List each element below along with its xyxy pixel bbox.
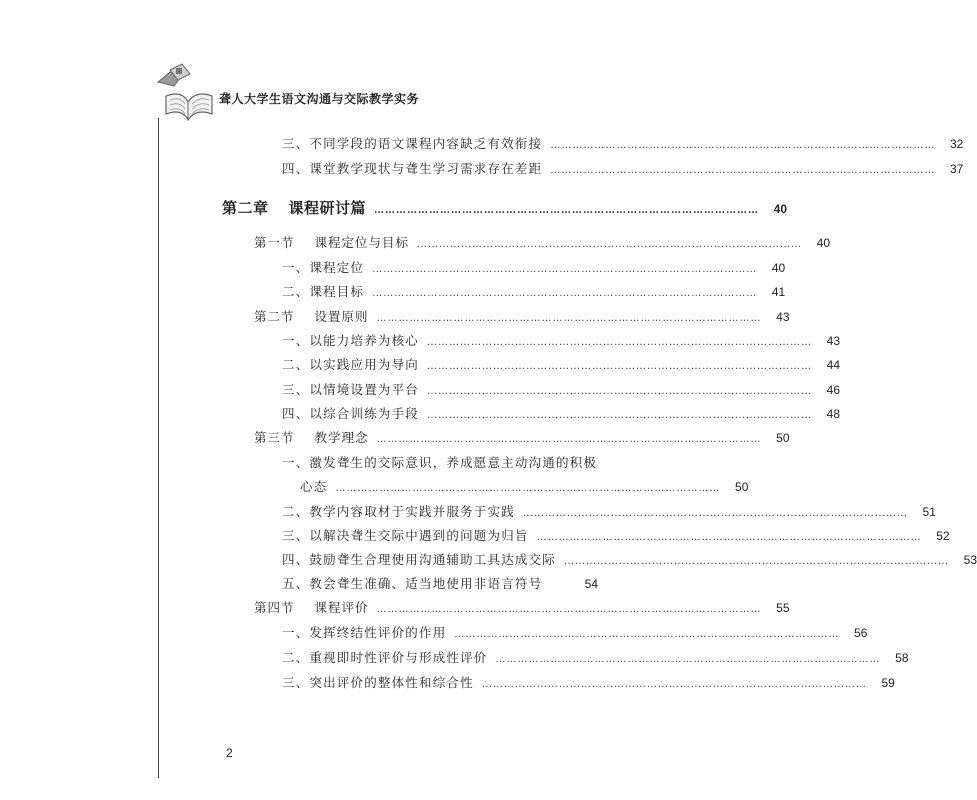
leader-dots: …………………………………………………………………………………………… — [335, 483, 721, 494]
toc-item[interactable] — [282, 574, 598, 594]
toc-item-title: 五、教会聋生准确、适当地使用非语言符号 — [282, 576, 543, 591]
toc-item-title: 三、突出评价的整体性和综合性 — [282, 675, 474, 690]
toc-item[interactable] — [282, 159, 964, 179]
toc-section[interactable] — [254, 428, 790, 448]
chapter-title: 课程研讨篇 — [288, 199, 367, 217]
toc-item-title: 心态 — [300, 479, 328, 494]
toc-item-title: 二、以实践应用为导向 — [282, 357, 420, 372]
page-number: 2 — [226, 746, 233, 760]
toc-item[interactable] — [282, 502, 936, 522]
toc-item[interactable] — [282, 404, 841, 424]
section-page: 40 — [816, 236, 831, 250]
toc-item-title: 三、不同学段的语文课程内容缺乏有效衔接 — [282, 136, 543, 151]
toc-item-title: 一、发挥终结性评价的作用 — [282, 625, 447, 640]
toc-item-title: 三、以情境设置为平台 — [282, 382, 420, 397]
toc-item-page: 52 — [936, 529, 950, 543]
toc-item-title: 四、以综合训练为手段 — [282, 406, 420, 421]
toc-item-page: 41 — [771, 285, 786, 299]
leader-dots: …………………………………………………………………………………………… — [427, 410, 813, 421]
toc-item-page: 43 — [826, 334, 841, 348]
toc-item-title: 一、以能力培养为核心 — [282, 333, 420, 348]
toc-item-page: 44 — [826, 358, 841, 372]
leader-dots: …………………………………………………………………………………………… — [372, 264, 758, 275]
leader-dots: …………………………………………………………………………………………… — [427, 337, 813, 348]
leader-dots: …………………………………………………………………………………………… — [495, 654, 881, 665]
running-header-title: 聋人大学生语文沟通与交际教学实务 — [219, 92, 420, 106]
toc-item[interactable] — [282, 550, 977, 570]
section-page: 50 — [776, 431, 790, 445]
leader-dots: …………………………………………………………………………………………… — [417, 239, 803, 250]
leader-dots: …………………………………………………………………………………………… — [376, 434, 762, 445]
leader-dots: …………………………………………………………………………………………… — [374, 205, 760, 216]
toc-item-page: 54 — [584, 577, 598, 591]
section-title: 课程评价 — [314, 600, 369, 615]
toc-item[interactable] — [282, 355, 841, 375]
leader-dots: …………………………………………………………………………………………… — [427, 361, 813, 372]
section-label: 第三节 — [254, 430, 295, 445]
toc-item[interactable] — [282, 258, 786, 278]
toc-item-page: 50 — [735, 480, 749, 494]
toc-item-page: 48 — [826, 407, 841, 421]
toc-item[interactable] — [282, 623, 868, 643]
leader-dots: …………………………………………………………………………………………… — [454, 629, 840, 640]
toc-item-title: 一、激发聋生的交际意识，养成愿意主动沟通的积极 — [282, 455, 598, 470]
toc-item-page: 51 — [922, 505, 936, 519]
section-title: 设置原则 — [314, 309, 369, 324]
section-label: 第一节 — [254, 235, 295, 250]
leader-dots: …………………………………………………………………………………………… — [372, 288, 758, 299]
toc-item[interactable] — [282, 134, 964, 154]
toc-section[interactable] — [254, 598, 790, 618]
toc-item[interactable] — [282, 380, 841, 400]
toc-item-title: 一、课程定位 — [282, 260, 365, 275]
margin-rule — [158, 118, 159, 778]
toc-item-line2[interactable] — [300, 477, 749, 497]
toc-item-title: 四、鼓励聋生合理使用沟通辅助工具达成交际 — [282, 552, 557, 567]
toc-item-title: 二、课程目标 — [282, 284, 365, 299]
section-title: 教学理念 — [314, 430, 369, 445]
leader-dots: …………………………………………………………………………………………… — [376, 313, 762, 324]
toc-item-page: 56 — [854, 626, 868, 640]
toc-item[interactable] — [282, 648, 909, 668]
toc-item[interactable] — [282, 673, 895, 693]
toc-item-title: 三、以解决聋生交际中遇到的问题为归旨 — [282, 528, 529, 543]
leader-dots: …………………………………………………………………………………………… — [536, 532, 922, 543]
section-title: 课程定位与目标 — [314, 235, 410, 250]
toc-item-page: 37 — [949, 162, 964, 176]
toc-item[interactable] — [282, 526, 950, 546]
section-label: 第四节 — [254, 600, 295, 615]
leader-dots: …………………………………………………………………………………………… — [376, 604, 762, 615]
toc-item-page: 53 — [963, 553, 977, 567]
toc-item-title: 二、重视即时性评价与形成性评价 — [282, 650, 488, 665]
toc-item-page: 58 — [895, 651, 909, 665]
toc-chapter[interactable] — [222, 198, 788, 218]
toc-item-page: 32 — [949, 137, 964, 151]
open-book-logo-icon — [152, 62, 222, 124]
leader-dots: …………………………………………………………………………………………… — [481, 679, 867, 690]
leader-dots: …………………………………………………………………………………………… — [550, 165, 936, 176]
toc-section[interactable] — [254, 233, 831, 253]
section-page: 55 — [776, 601, 790, 615]
leader-dots: …………………………………………………………………………………………… — [564, 556, 950, 567]
toc-item-page: 59 — [881, 676, 895, 690]
toc-item-title: 四、课堂教学现状与聋生学习需求存在差距 — [282, 161, 543, 176]
toc-item[interactable] — [282, 282, 786, 302]
leader-dots: …………………………………………………………………………………………… — [550, 140, 936, 151]
toc-section[interactable] — [254, 307, 790, 327]
section-page: 43 — [776, 310, 790, 324]
chapter-label: 第二章 — [222, 199, 269, 217]
toc-item-page: 46 — [826, 383, 841, 397]
section-label: 第二节 — [254, 309, 295, 324]
toc-item-title: 二、教学内容取材于实践并服务于实践 — [282, 504, 515, 519]
leader-dots: …………………………………………………………………………………………… — [522, 508, 908, 519]
toc-item-line1[interactable] — [282, 453, 598, 473]
toc-item-page: 40 — [771, 261, 786, 275]
leader-dots: …………………………………………………………………………………………… — [427, 386, 813, 397]
toc-item[interactable] — [282, 331, 841, 351]
chapter-page: 40 — [773, 202, 788, 216]
